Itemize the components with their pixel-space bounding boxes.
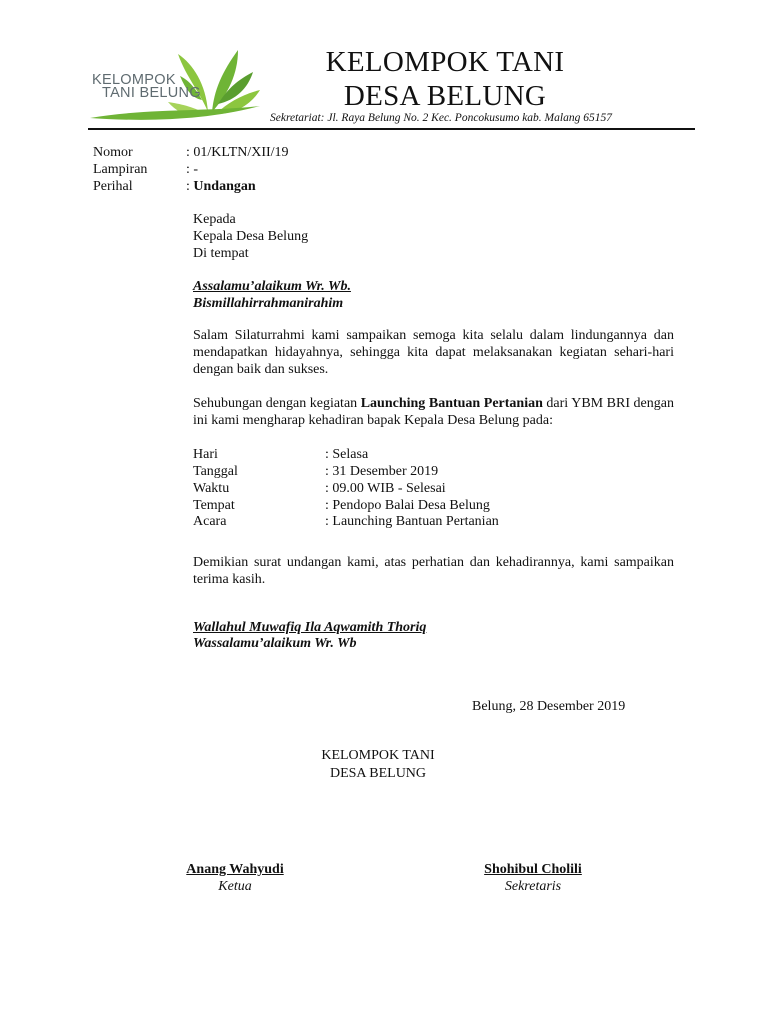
organization-title-line1: KELOMPOK TANI (325, 46, 565, 78)
para2-text-post: dari YBM BRI dengan ini kami mengharap kehadiran bapak Kepala Desa Belung pada: (193, 396, 674, 428)
body-paragraph-1: Salam Silaturrahmi kami sampaikan semoga kita selalu dalam lindungannya dan mendapatkan hidayahnya, sehingga kita dapat melaksanakan kegiatan sehari-hari dengan baik dan sukses. (193, 328, 674, 377)
signatory-sekretaris-name: Shohibul Cholili (484, 862, 582, 877)
organization-logo (88, 42, 263, 130)
schedule-value-hari: : Selasa (325, 447, 369, 462)
recipient-line2: Kepala Desa Belung (193, 229, 309, 244)
organization-title-line2: DESA BELUNG (343, 80, 547, 112)
signatory-ketua-name: Anang Wahyudi (186, 862, 284, 877)
schedule-label-tempat: Tempat (193, 498, 235, 513)
schedule-label-acara: Acara (193, 514, 227, 529)
schedule-label-tanggal: Tanggal (193, 464, 238, 479)
signatory-sekretaris (458, 861, 608, 895)
event-name: Launching Bantuan Pertanian (360, 396, 543, 411)
schedule-value-tempat: : Pendopo Balai Desa Belung (325, 498, 490, 513)
farewell-line1: Wallahul Muwafiq Ila Aqwamith Thoriq (193, 620, 427, 635)
nomor-label: Nomor (93, 145, 133, 160)
perihal-label: Perihal (93, 179, 133, 194)
signatory-sekretaris-role: Sekretaris (504, 879, 562, 894)
schedule-value-waktu: : 09.00 WIB - Selesai (325, 481, 446, 496)
schedule-value-tanggal: : 31 Desember 2019 (325, 464, 439, 479)
lampiran-label: Lampiran (93, 162, 148, 177)
header-divider (88, 128, 695, 130)
logo-text-line1: KELOMPOK (92, 72, 176, 88)
letter-date: Belung, 28 Desember 2019 (472, 699, 626, 714)
recipient-line3: Di tempat (193, 246, 249, 261)
perihal-value: Undangan (193, 179, 256, 194)
perihal-colon: : (186, 179, 194, 194)
signatory-ketua-role: Ketua (218, 879, 252, 894)
perihal-row (186, 178, 256, 195)
secretariat-address: Sekretariat: Jl. Raya Belung No. 2 Kec. Poncokusumo kab. Malang 65157 (270, 112, 612, 124)
para2-text-pre: Sehubungan dengan kegiatan (193, 396, 361, 411)
logo-text-line2: TANI BELUNG (102, 85, 201, 101)
signoff-org-line2: DESA BELUNG (329, 766, 427, 781)
nomor-value: : 01/KLTN/XII/19 (186, 145, 289, 160)
signoff-org-line1: KELOMPOK TANI (321, 748, 435, 763)
lampiran-value: : - (186, 162, 199, 177)
schedule-label-hari: Hari (193, 447, 218, 462)
schedule-label-waktu: Waktu (193, 481, 230, 496)
closing-paragraph: Demikian surat undangan kami, atas perhatian dan kehadirannya, kami sampaikan terima kasih. (193, 555, 674, 587)
schedule-value-acara: : Launching Bantuan Pertanian (325, 514, 499, 529)
farewell-line2: Wassalamu’alaikum Wr. Wb (193, 636, 357, 651)
greeting-salam: Assalamu’alaikum Wr. Wb. (193, 279, 351, 294)
signatory-ketua (160, 861, 310, 895)
recipient-line1: Kepada (193, 212, 236, 227)
body-paragraph-2 (193, 395, 674, 429)
greeting-basmalah: Bismillahirrahmanirahim (193, 296, 344, 311)
